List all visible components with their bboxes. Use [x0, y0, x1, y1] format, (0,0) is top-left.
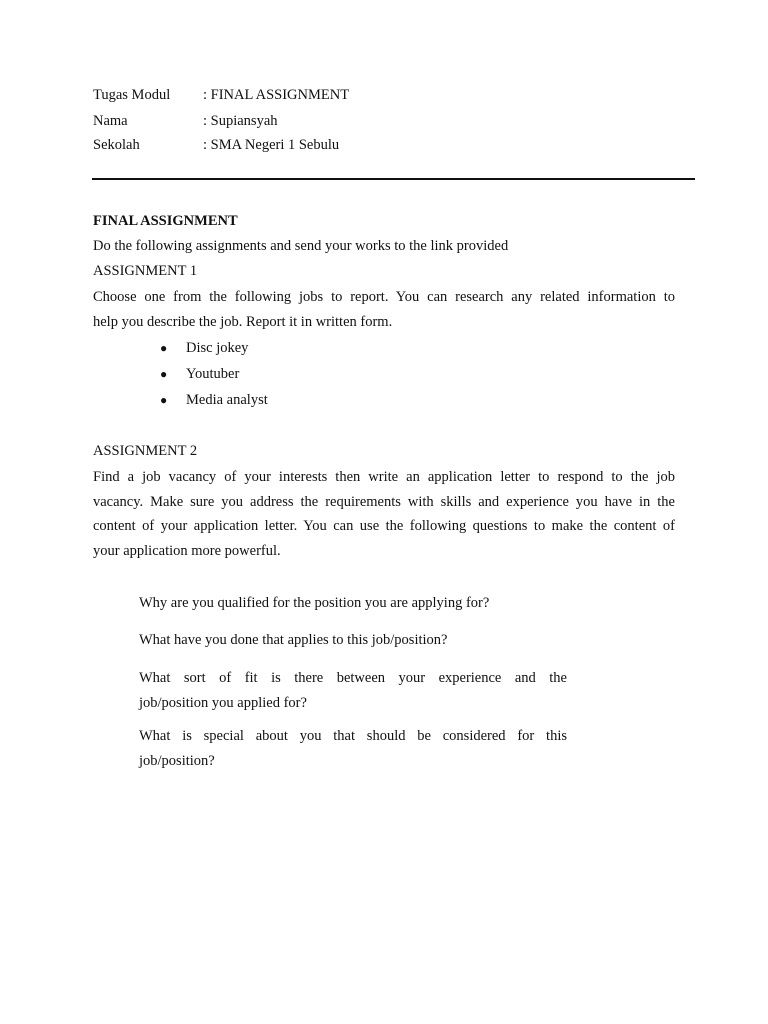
header-value: : FINAL ASSIGNMENT [203, 87, 350, 103]
bullet-icon: ● [160, 367, 168, 381]
assignment2-text-line: vacancy. Make sure you address the requirements with skills and experience you have in the [93, 494, 675, 510]
bullet-icon: ● [160, 341, 168, 355]
bullet-icon: ● [160, 393, 168, 407]
assignment1-heading: ASSIGNMENT 1 [93, 263, 198, 279]
header-label: Nama [93, 113, 128, 129]
assignment2-text-line: your application more powerful. [93, 543, 281, 559]
header-row-nama [93, 111, 278, 131]
job-bullet-item [160, 390, 268, 410]
job-option-label: Youtuber [186, 366, 240, 382]
instruction-text: Do the following assignments and send your works to the link provided [93, 238, 509, 254]
header-label: Tugas Modul [93, 87, 171, 103]
job-bullet-item [160, 364, 239, 384]
header-row-tugas-modul [93, 85, 349, 105]
document-title: FINAL ASSIGNMENT [93, 213, 238, 229]
question-line: What have you done that applies to this job/position? [139, 632, 448, 648]
assignment1-text-line: help you describe the job. Report it in written form. [93, 314, 393, 330]
job-option-label: Disc jokey [186, 340, 249, 356]
question-line: What is special about you that should be considered for this [139, 728, 567, 744]
question-line: Why are you qualified for the position you are applying for? [139, 595, 490, 611]
question-line: What sort of fit is there between your experience and the [139, 670, 567, 686]
job-bullet-item [160, 338, 248, 358]
header-value: : Supiansyah [203, 113, 278, 129]
job-option-label: Media analyst [186, 392, 268, 408]
question-line: job/position? [139, 753, 215, 769]
header-divider [92, 178, 695, 180]
header-row-sekolah [93, 135, 339, 155]
header-value: : SMA Negeri 1 Sebulu [203, 137, 340, 153]
assignment2-text-line: Find a job vacancy of your interests then write an application letter to respond to the job [93, 469, 675, 485]
assignment2-text-line: content of your application letter. You can use the following questions to make the content of [93, 518, 675, 534]
assignment1-text-line: Choose one from the following jobs to report. You can research any related information to [93, 289, 675, 305]
question-line: job/position you applied for? [139, 695, 307, 711]
assignment2-heading: ASSIGNMENT 2 [93, 443, 198, 459]
header-label: Sekolah [93, 137, 140, 153]
